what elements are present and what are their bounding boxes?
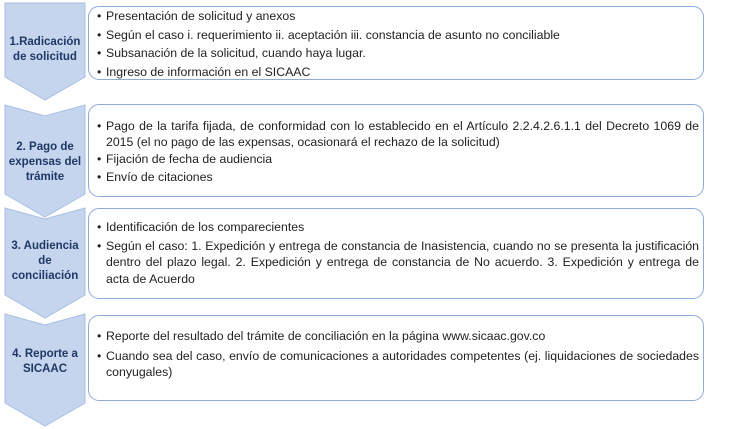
list-item: • Cuando sea del caso, envío de comunicaciones a autoridades competentes (ej. liquidaciones de sociedades conyugales) — [97, 348, 699, 381]
step-1-chevron — [4, 2, 86, 101]
step-1-box — [88, 6, 704, 80]
list-item: • Subsanación de la solicitud, cuando haya lugar. — [97, 45, 699, 62]
step-4-box — [88, 315, 704, 401]
list-item: • Identificación de los comparecientes — [97, 219, 699, 236]
list-item: • Según el caso: 1. Expedición y entrega de constancia de Inasistencia, cuando no se presenta la justificación dentro del plazo legal. 2. Expedición y entrega de constancia de No acuerdo. 3. Expedición y entrega de acta de Acuerdo — [97, 238, 699, 288]
list-item: • Pago de la tarifa fijada, de conformidad con lo establecido en el Artículo 2.2.4.2.6.1.1 del Decreto 1069 de 2015 (el no pago de las expensas, ocasionará el rechazo de la solicitud) — [97, 119, 699, 150]
list-item: • Según el caso i. requerimiento ii. aceptación iii. constancia de asunto no conciliable — [97, 27, 699, 44]
step-3-box — [88, 208, 704, 299]
step-4-list — [97, 328, 699, 381]
list-item: • Ingreso de información en el SICAAC — [97, 64, 699, 81]
step-1-list — [97, 8, 699, 80]
step-3-list — [97, 219, 699, 287]
step-4-chevron — [4, 313, 86, 427]
step-3-title: 3. Audiencia de conciliación — [11, 240, 79, 282]
list-item: • Envío de citaciones — [97, 169, 699, 186]
step-4-title: 4. Reporte a SICAAC — [12, 348, 78, 375]
step-2-title: 2. Pago de expensas del trámite — [8, 141, 82, 183]
step-2-box — [88, 104, 704, 197]
list-item: • Presentación de solicitud y anexos — [97, 8, 699, 25]
step-2-chevron — [4, 104, 86, 218]
step-1-title: 1.Radicación de solicitud — [9, 36, 81, 63]
step-2-list — [97, 119, 699, 185]
step-3-chevron — [4, 207, 86, 319]
list-item: • Reporte del resultado del trámite de conciliación en la página www.sicaac.gov.co — [97, 328, 699, 345]
list-item: • Fijación de fecha de audiencia — [97, 151, 699, 168]
